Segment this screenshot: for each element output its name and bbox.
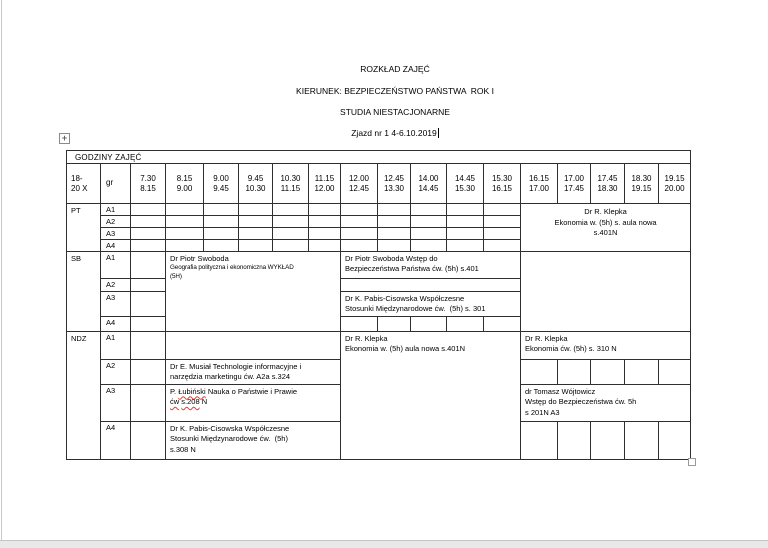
empty-cell[interactable] (166, 331, 341, 359)
time-header-1915[interactable]: 19.15 20.00 (659, 164, 691, 204)
empty-cell[interactable] (239, 240, 273, 252)
time-header-1700[interactable]: 17.00 17.45 (558, 164, 591, 204)
empty-cell[interactable] (239, 216, 273, 228)
time-header-0730[interactable]: 7.30 8.15 (131, 164, 166, 204)
day-label-ndz[interactable]: NDZ (67, 331, 101, 459)
group-label[interactable]: A1 (101, 331, 131, 359)
empty-cell[interactable] (131, 240, 166, 252)
empty-cell[interactable] (411, 216, 447, 228)
empty-cell[interactable] (447, 204, 484, 216)
entry-ndz-klepka-cwiczenia[interactable]: Dr R. Klepka Ekonomia ćw. (5h) s. 310 N (521, 331, 691, 359)
empty-cell[interactable] (131, 204, 166, 216)
entry-pt-klepka[interactable]: Dr R. Klepka Ekonomia w. (5h) s. aula nowa s.401N (521, 204, 691, 252)
empty-cell[interactable] (204, 240, 239, 252)
misspelled-word: s.208 (181, 397, 200, 406)
empty-cell[interactable] (204, 216, 239, 228)
day-label-sb[interactable]: SB (67, 251, 101, 331)
group-label[interactable]: A3 (101, 291, 131, 316)
empty-cell[interactable] (447, 240, 484, 252)
empty-cell[interactable] (484, 228, 521, 240)
empty-cell[interactable] (591, 421, 625, 459)
empty-cell[interactable] (341, 278, 521, 291)
empty-cell[interactable] (239, 204, 273, 216)
table-resize-handle[interactable] (688, 458, 696, 466)
empty-cell[interactable] (447, 316, 484, 331)
entry-ndz-lubinski[interactable]: P. Łubiński Nauka o Państwie i Prawie ćw s.208 N (166, 384, 341, 421)
empty-cell[interactable] (378, 216, 411, 228)
empty-cell[interactable] (484, 204, 521, 216)
group-label[interactable]: A1 (101, 251, 131, 278)
empty-cell[interactable] (131, 331, 166, 359)
doc-title[interactable]: ROZKŁAD ZAJĘĆ (360, 64, 430, 74)
empty-cell[interactable] (341, 216, 378, 228)
time-header-1030[interactable]: 10.30 11.15 (273, 164, 309, 204)
group-label[interactable]: A2 (101, 359, 131, 384)
empty-cell[interactable] (309, 240, 341, 252)
doc-subtitle-zjazd[interactable] (0, 128, 768, 138)
empty-cell[interactable] (341, 228, 378, 240)
group-column-header[interactable]: gr (101, 164, 131, 204)
group-label[interactable]: A3 (101, 228, 131, 240)
zjazd-text: Zjazd nr 1 4-6.10.2019 (351, 128, 437, 138)
empty-cell[interactable] (239, 228, 273, 240)
empty-cell[interactable] (411, 204, 447, 216)
time-header-1400[interactable]: 14.00 14.45 (411, 164, 447, 204)
empty-cell[interactable] (131, 384, 166, 421)
empty-cell[interactable] (659, 421, 691, 459)
empty-cell[interactable] (131, 421, 166, 459)
entry-sb-swoboda-wyklad[interactable]: Dr Piotr Swoboda Geografia polityczna i ekonomiczna WYKŁAD (5H) (166, 251, 341, 331)
empty-cell[interactable] (484, 316, 521, 331)
empty-cell[interactable] (625, 359, 659, 384)
date-range-cell[interactable] (67, 164, 101, 204)
empty-cell[interactable] (484, 216, 521, 228)
empty-cell[interactable] (309, 216, 341, 228)
time-header-1200[interactable]: 12.00 12.45 (341, 164, 378, 204)
entry-ndz-wojtowicz[interactable]: dr Tomasz Wójtowicz Wstęp do Bezpieczeństwa ćw. 5h s 201N A3 (521, 384, 691, 421)
entry-ndz-pabis[interactable]: Dr K. Pabis-Cisowska Współczesne Stosunki Międzynarodowe ćw. (5h) s.308 N (166, 421, 341, 459)
empty-cell[interactable] (378, 204, 411, 216)
time-header-1245[interactable]: 12.45 13.30 (378, 164, 411, 204)
empty-cell[interactable] (166, 228, 204, 240)
time-header-1530[interactable]: 15.30 16.15 (484, 164, 521, 204)
godziny-header-cell[interactable]: GODZINY ZAJĘĆ (67, 151, 691, 164)
doc-subtitle-kierunek[interactable]: KIERUNEK: BEZPIECZEŃSTWO PAŃSTWA ROK I (296, 86, 494, 96)
group-label[interactable]: A2 (101, 216, 131, 228)
empty-cell[interactable] (341, 204, 378, 216)
empty-cell[interactable] (341, 240, 378, 252)
empty-cell[interactable] (309, 228, 341, 240)
empty-cell[interactable] (131, 228, 166, 240)
day-label-pt[interactable]: PT (67, 204, 101, 252)
empty-cell[interactable] (166, 216, 204, 228)
empty-cell[interactable] (411, 228, 447, 240)
empty-cell[interactable] (273, 216, 309, 228)
empty-cell[interactable] (131, 251, 166, 278)
date-range-line1: 18- (71, 174, 83, 183)
empty-cell[interactable] (625, 421, 659, 459)
time-header-0945[interactable]: 9.45 10.30 (239, 164, 273, 204)
time-header-1830[interactable]: 18.30 19.15 (625, 164, 659, 204)
empty-cell[interactable] (204, 204, 239, 216)
empty-cell[interactable] (521, 421, 558, 459)
empty-cell[interactable] (166, 204, 204, 216)
empty-cell[interactable] (378, 316, 411, 331)
text-cursor (438, 128, 439, 138)
date-range-line2: 20 X (71, 183, 88, 193)
entry-sb-pabis[interactable]: Dr K. Pabis-Cisowska Współczesne Stosunki Międzynarodowe ćw. (5h) s. 301 (341, 291, 521, 316)
entry-ndz-klepka-wyklad[interactable]: Dr R. Klepka Ekonomia w. (5h) aula nowa s.401N (341, 331, 521, 459)
empty-cell[interactable] (521, 359, 558, 384)
misspelled-word: ćw (170, 397, 180, 406)
empty-cell[interactable] (558, 359, 591, 384)
empty-cell[interactable] (309, 204, 341, 216)
empty-cell[interactable] (273, 228, 309, 240)
empty-cell[interactable] (659, 359, 691, 384)
empty-cell[interactable] (378, 228, 411, 240)
empty-cell[interactable] (447, 216, 484, 228)
empty-cell[interactable] (166, 240, 204, 252)
time-header-1615[interactable]: 16.15 17.00 (521, 164, 558, 204)
table-move-handle-icon[interactable]: + (59, 133, 70, 144)
empty-cell[interactable] (131, 278, 166, 291)
empty-cell[interactable] (447, 228, 484, 240)
misspelled-word: Łubiński (178, 386, 206, 396)
empty-cell[interactable] (131, 316, 166, 331)
empty-cell[interactable] (131, 291, 166, 316)
empty-cell[interactable] (411, 240, 447, 252)
schedule-table (66, 150, 691, 460)
time-header-1445[interactable]: 14.45 15.30 (447, 164, 484, 204)
empty-cell[interactable] (411, 316, 447, 331)
entry-ndz-musial[interactable]: Dr E. Musiał Technologie informacyjne i narzędzia marketingu ćw. A2a s.324 (166, 359, 341, 384)
empty-cell[interactable] (591, 359, 625, 384)
group-label[interactable]: A3 (101, 384, 131, 421)
empty-cell[interactable] (521, 251, 691, 331)
empty-cell[interactable] (204, 228, 239, 240)
group-label[interactable]: A4 (101, 421, 131, 459)
empty-cell[interactable] (378, 240, 411, 252)
page-left-edge (1, 0, 2, 548)
empty-cell[interactable] (131, 216, 166, 228)
time-header-1115[interactable]: 11.15 12.00 (309, 164, 341, 204)
group-label[interactable]: A4 (101, 316, 131, 331)
group-label[interactable]: A2 (101, 278, 131, 291)
group-label[interactable]: A1 (101, 204, 131, 216)
empty-cell[interactable] (558, 421, 591, 459)
empty-cell[interactable] (131, 359, 166, 384)
entry-sb-swoboda-wstep[interactable]: Dr Piotr Swoboda Wstęp do Bezpieczeństwa Państwa ćw. (5h) s.401 (341, 251, 521, 278)
empty-cell[interactable] (273, 240, 309, 252)
time-header-1745[interactable]: 17.45 18.30 (591, 164, 625, 204)
time-header-0815[interactable]: 8.15 9.00 (166, 164, 204, 204)
time-header-0900[interactable]: 9.00 9.45 (204, 164, 239, 204)
doc-subtitle-studia[interactable]: STUDIA NIESTACJONARNE (340, 107, 450, 117)
empty-cell[interactable] (273, 204, 309, 216)
group-label[interactable]: A4 (101, 240, 131, 252)
bottom-edge (0, 540, 768, 548)
empty-cell[interactable] (484, 240, 521, 252)
empty-cell[interactable] (341, 316, 378, 331)
